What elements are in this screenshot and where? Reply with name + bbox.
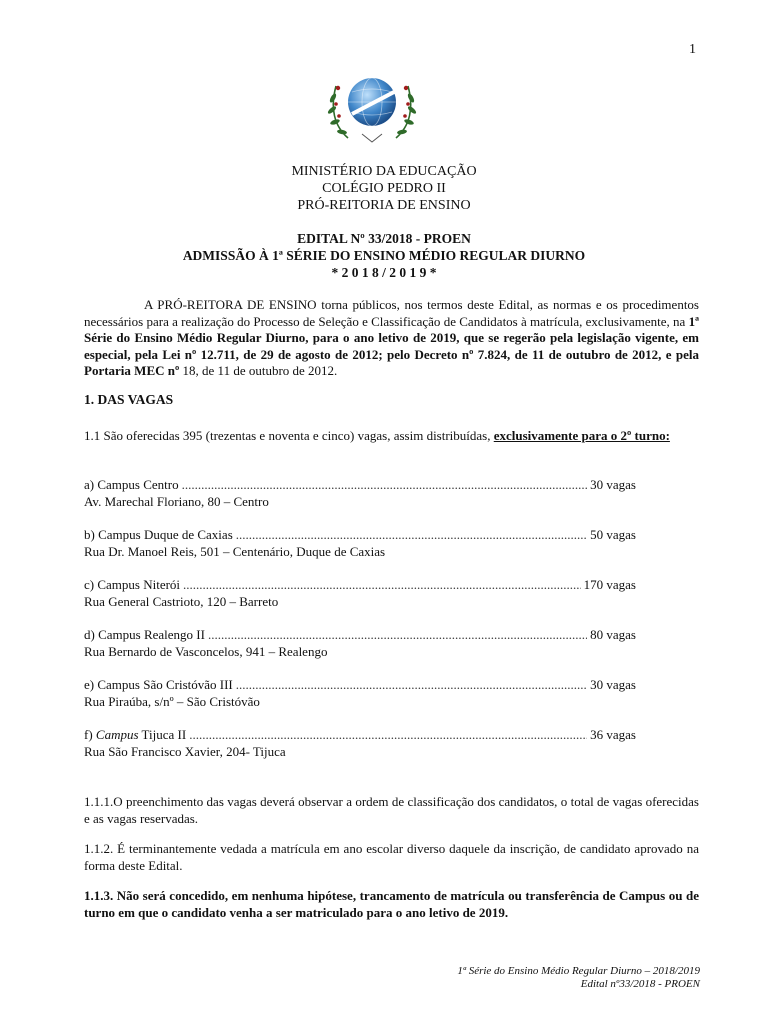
campus-label: d) Campus Realengo II	[84, 627, 205, 642]
campus-vagas: 50 vagas	[590, 527, 636, 542]
campus-vagas: 36 vagas	[590, 727, 636, 742]
section-title: 1. DAS VAGAS	[84, 392, 174, 407]
item-1-1-2: 1.1.2. É terminantemente vedada a matrícula em ano escolar diverso daquele da inscrição, de candidato aprovado na forma deste Edital.	[84, 841, 699, 873]
page-footer	[457, 965, 700, 991]
campus-entry	[84, 477, 636, 510]
item-1-1-1: 1.1.1.O preenchimento das vagas deverá observar a ordem de classificação dos candidatos, o total de vagas oferecidas e as vagas reservadas.	[84, 794, 699, 826]
department-heading: PRÓ-REITORIA DE ENSINO	[297, 198, 471, 213]
campus-vagas: 170 vagas	[583, 577, 636, 592]
edital-title: EDITAL Nº 33/2018 - PROEN	[297, 231, 471, 246]
campus-entry	[84, 677, 636, 710]
campus-address: Rua Piraúba, s/nº – São Cristóvão	[84, 693, 260, 709]
intro-bold-text: 1ª Série do Ensino Médio Regular Diurno, para o ano letivo de 2019, que se regerão pela legislação vigente, em especial, pela Lei nº 12.711, de 29 de agosto de 2012; pelo Decreto nº 7.824, de 11 de outubro de 2012, e pela Portaria MEC nº	[84, 313, 699, 378]
campus-address: Av. Marechal Floriano, 80 – Centro	[84, 493, 269, 509]
page-number: 1	[689, 42, 696, 57]
campus-address: Rua General Castrioto, 120 – Barreto	[84, 593, 279, 609]
campus-address: Rua Bernardo de Vasconcelos, 941 – Realengo	[84, 643, 328, 659]
campus-vagas: 30 vagas	[590, 677, 636, 692]
intro-text: A PRÓ-REITORA DE ENSINO torna públicos, nos termos deste Edital, as normas e os procedimentos necessários para a realização do Processo de Seleção e Classificação de Candidatos à matrícula, exclusivamente, na	[84, 297, 699, 329]
item-1-1-emphasis: exclusivamente para o 2º turno:	[493, 428, 670, 443]
admission-title: ADMISSÃO À 1ª SÉRIE DO ENSINO MÉDIO REGULAR DIURNO	[182, 248, 586, 263]
footer-line-1: 1ª Série do Ensino Médio Regular Diurno – 2018/2019	[457, 965, 700, 977]
campus-entry	[84, 727, 636, 760]
ministry-heading: MINISTÉRIO DA EDUCAÇÃO	[291, 164, 477, 179]
item-1-1	[84, 428, 699, 445]
campus-entry	[84, 627, 636, 660]
intro-end-text: 18, de 11 de outubro de 2012.	[179, 363, 338, 378]
campus-vagas: 30 vagas	[590, 477, 636, 492]
campus-label: b) Campus Duque de Caxias	[84, 527, 233, 542]
campus-label: c) Campus Niterói	[84, 577, 181, 592]
footer-line-2: Edital nº33/2018 - PROEN	[580, 978, 700, 990]
campus-entry	[84, 577, 636, 610]
campus-address: Rua São Francisco Xavier, 204- Tijuca	[84, 743, 286, 759]
item-1-1-3: 1.1.3. Não será concedido, em nenhuma hipótese, trancamento de matrícula ou transferência de Campus ou de turno em que o candidato venha a ser matriculado para o ano letivo de 2019.	[84, 888, 699, 920]
intro-paragraph	[84, 297, 699, 380]
campus-label: e) Campus São Cristóvão III	[84, 677, 233, 692]
campus-label: f) Campus Tijuca II	[84, 727, 187, 742]
college-heading: COLÉGIO PEDRO II	[322, 181, 446, 196]
item-1-1-text: 1.1 São oferecidas 395 (trezentas e noventa e cinco) vagas, assim distribuídas,	[84, 428, 494, 443]
campus-vagas: 80 vagas	[590, 627, 636, 642]
year-title: * 2 0 1 8 / 2 0 1 9 *	[331, 265, 437, 280]
campus-label: a) Campus Centro	[84, 477, 179, 492]
colegio-pedro-ii-emblem-icon	[322, 68, 422, 146]
campus-address: Rua Dr. Manoel Reis, 501 – Centenário, Duque de Caxias	[84, 543, 386, 559]
campus-entry	[84, 527, 636, 560]
